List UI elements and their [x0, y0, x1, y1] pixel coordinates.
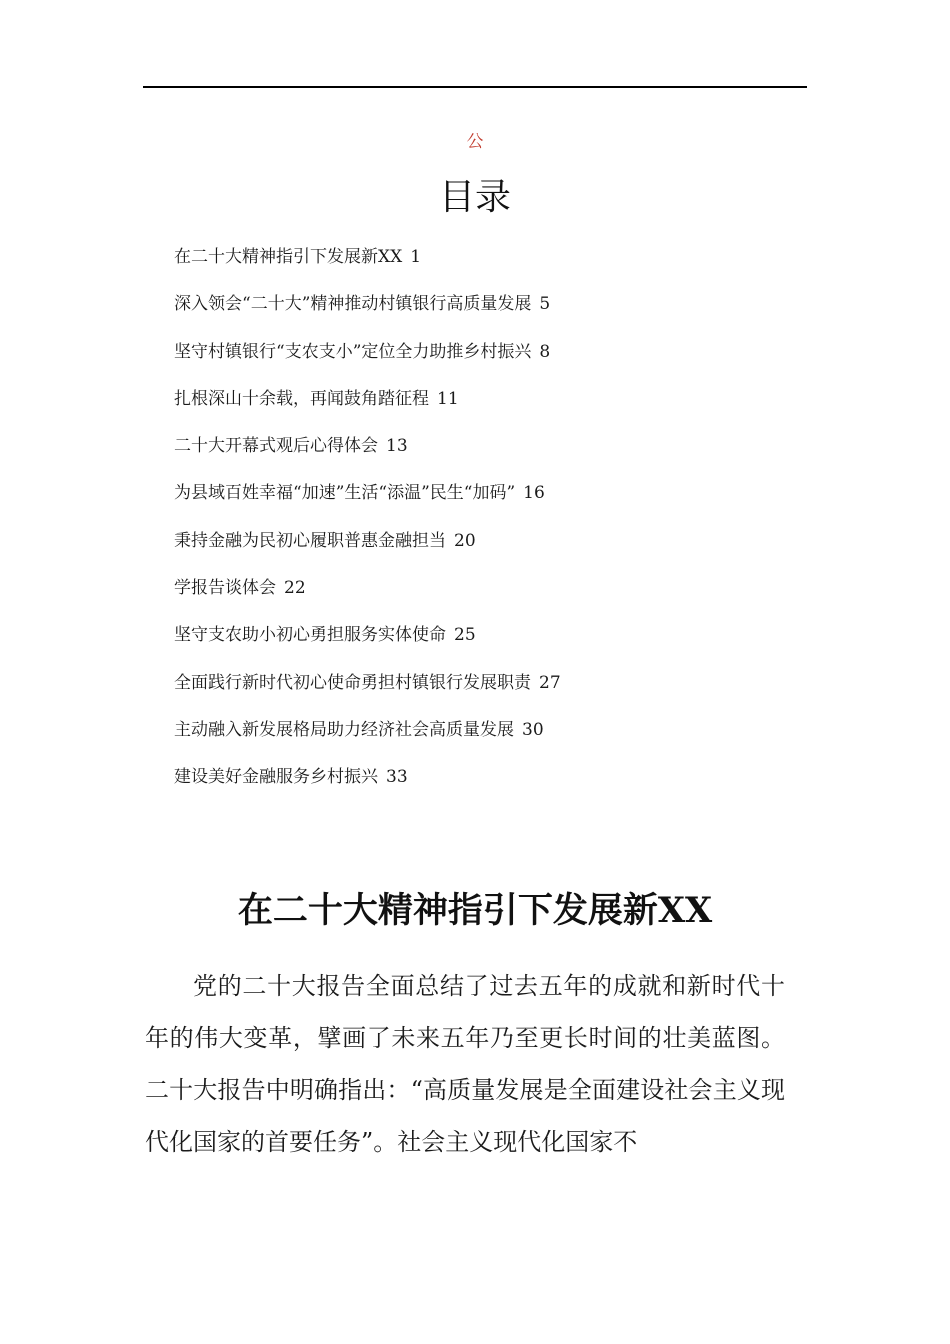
toc-item[interactable]	[174, 671, 561, 718]
toc-item[interactable]	[174, 576, 561, 623]
article-paragraph: 党的二十大报告全面总结了过去五年的成就和新时代十年的伟大变革，擘画了未来五年乃至更长时间的壮美蓝图。二十大报告中明确指出：“高质量发展是全面建设社会主义现代化国家的首要任务”。社会主义现代化国家不	[145, 972, 785, 1156]
toc-item-title: 为县域百姓幸福“加速”生活“添温”民生“加码”	[174, 483, 516, 504]
toc-item[interactable]	[174, 245, 561, 292]
toc-item[interactable]	[174, 765, 561, 812]
toc-item[interactable]	[174, 623, 561, 670]
toc-item[interactable]	[174, 481, 561, 528]
toc-item-page: 22	[284, 578, 306, 599]
toc-item-title: 主动融入新发展格局助力经济社会高质量发展	[174, 719, 514, 740]
article-title: 在二十大精神指引下发展新XX	[237, 890, 713, 931]
toc-item[interactable]	[174, 292, 561, 339]
toc-item-page: 20	[454, 530, 476, 551]
toc-item[interactable]	[174, 718, 561, 765]
toc-item-title: 扎根深山十余载，再闻鼓角踏征程	[174, 388, 429, 409]
toc-item-page: 30	[522, 719, 544, 740]
header-rule	[143, 86, 807, 88]
toc-item-page: 27	[539, 672, 561, 693]
header-mark: 公	[466, 132, 484, 152]
toc-item[interactable]	[174, 387, 561, 434]
toc-item-page: 1	[410, 247, 422, 267]
toc-item-page: 16	[523, 483, 545, 504]
toc-title: 目录	[438, 177, 511, 218]
toc-item-page: 33	[386, 767, 408, 788]
toc-item-title: 全面践行新时代初心使命勇担村镇银行发展职责	[174, 672, 531, 693]
toc-item-page: 25	[454, 625, 476, 646]
toc-item-title: 二十大开幕式观后心得体会	[174, 436, 378, 457]
toc-item-page: 5	[539, 294, 551, 315]
toc-item-title: 建设美好金融服务乡村振兴	[174, 767, 378, 788]
toc-item-page: 13	[386, 436, 408, 457]
toc-item-page: 11	[437, 388, 459, 409]
toc-item-title: 学报告谈体会	[174, 578, 276, 599]
toc-item-title: 坚守支农助小初心勇担服务实体使命	[174, 625, 446, 646]
toc-item-page: 8	[539, 341, 551, 362]
toc-item[interactable]	[174, 434, 561, 481]
toc-list	[174, 245, 561, 813]
toc-item-title: 坚守村镇银行“支农支小”定位全力助推乡村振兴	[174, 341, 532, 362]
toc-item-title: 深入领会“二十大”精神推动村镇银行高质量发展	[174, 294, 532, 315]
toc-item[interactable]	[174, 529, 561, 576]
toc-item-title: 秉持金融为民初心履职普惠金融担当	[174, 530, 446, 551]
toc-item-title: 在二十大精神指引下发展新XX	[174, 247, 403, 267]
toc-item[interactable]	[174, 340, 561, 387]
